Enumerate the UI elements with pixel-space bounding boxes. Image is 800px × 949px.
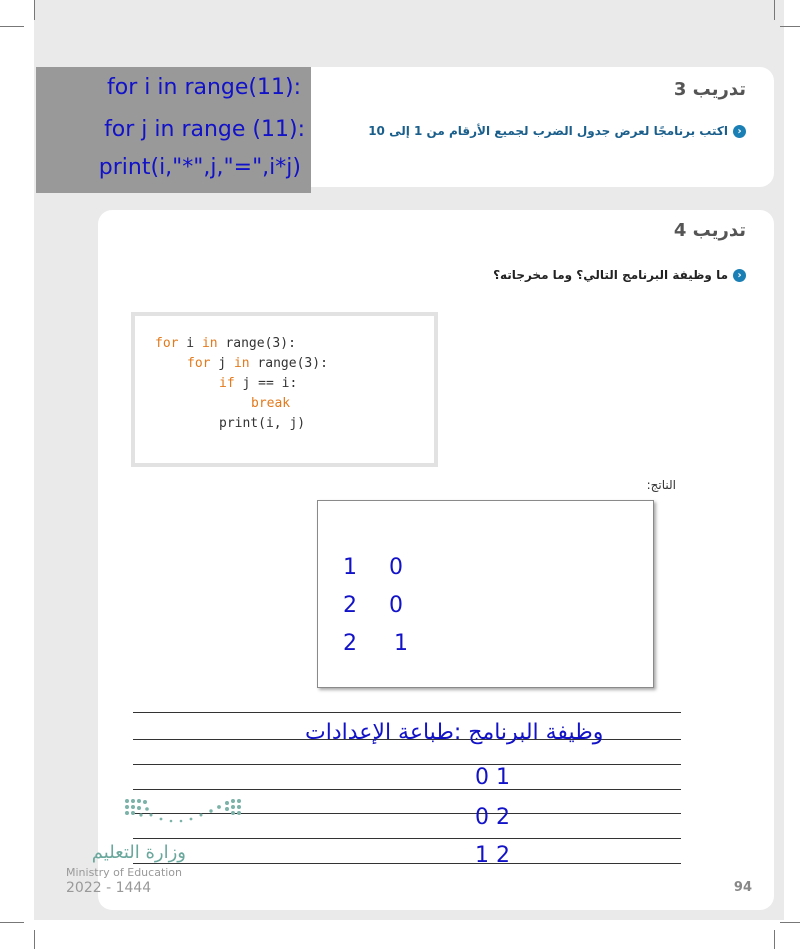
code-block — [131, 312, 438, 467]
function-answer: وظيفة البرنامج :طباعة الإعدادات — [305, 720, 604, 745]
code-text: i — [178, 336, 202, 351]
output-row-2-b: 0 — [389, 593, 403, 618]
answer-row-2: 0 2 — [475, 805, 510, 830]
crop-mark — [780, 922, 800, 923]
ministry-name-arabic: وزارة التعليم — [91, 842, 186, 863]
crop-mark — [0, 922, 24, 923]
answer-3-line-3: print(i,"*",j,"=",i*j) — [98, 155, 301, 180]
output-row-1-a: 1 — [343, 555, 357, 580]
output-row-3-b: 1 — [394, 631, 408, 656]
crop-mark — [34, 930, 35, 949]
ministry-name-english: Ministry of Education — [66, 866, 183, 879]
code-line-2 — [187, 356, 328, 371]
code-keyword: for — [187, 356, 211, 371]
output-box — [317, 500, 654, 688]
crop-mark — [780, 26, 800, 27]
answer-3-line-2: for j in range (11): — [104, 117, 305, 142]
answer-line — [133, 712, 681, 713]
code-keyword: if — [219, 376, 235, 391]
exercise-4-title: تدريب 4 — [673, 220, 746, 241]
output-row-3-a: 2 — [343, 631, 357, 656]
code-text: range(3): — [217, 336, 296, 351]
exercise-3-question-text: اكتب برنامجًا لعرض جدول الضرب لجميع الأرقام من 1 إلى 10 — [368, 124, 728, 138]
answer-row-1: 0 1 — [475, 765, 510, 790]
answer-line — [133, 838, 681, 839]
output-label: الناتج: — [646, 478, 676, 492]
chevron-left-icon: ‹ — [733, 125, 746, 138]
answer-line — [133, 863, 681, 864]
ministry-year: 2022 - 1444 — [66, 880, 152, 896]
answer-3-line-1: for i in range(11): — [107, 75, 301, 100]
exercise-3-question — [368, 124, 746, 138]
crop-mark — [774, 0, 775, 20]
crop-mark — [34, 0, 35, 20]
code-text: j — [210, 356, 234, 371]
code-line-3 — [219, 376, 297, 391]
output-row-2-a: 2 — [343, 593, 357, 618]
crop-mark — [0, 26, 24, 27]
code-keyword: in — [233, 356, 250, 371]
chevron-left-icon: ‹ — [733, 269, 746, 282]
code-keyword: in — [201, 336, 218, 351]
crop-mark — [774, 930, 775, 949]
code-line-4 — [251, 396, 290, 411]
answer-row-3: 1 2 — [475, 843, 510, 868]
code-line-5 — [219, 416, 305, 431]
answer-line — [133, 789, 681, 790]
exercise-3-card — [290, 67, 774, 187]
page-number: 94 — [733, 880, 752, 895]
code-text: print(i, j) — [219, 416, 306, 431]
code-text: range(3): — [249, 356, 328, 371]
code-keyword: break — [251, 396, 291, 411]
exercise-4-question — [493, 268, 746, 282]
answer-3-overlay — [36, 67, 311, 193]
code-keyword: for — [155, 336, 179, 351]
code-text: j == i: — [234, 376, 298, 391]
ministry-logo-dots — [121, 795, 246, 835]
answer-line — [133, 764, 681, 765]
exercise-4-question-text: ما وظيفة البرنامج التالي؟ وما مخرجاته؟ — [493, 268, 728, 282]
output-row-1-b: 0 — [389, 555, 403, 580]
exercise-3-title: تدريب 3 — [673, 79, 746, 100]
code-line-1 — [155, 336, 296, 351]
